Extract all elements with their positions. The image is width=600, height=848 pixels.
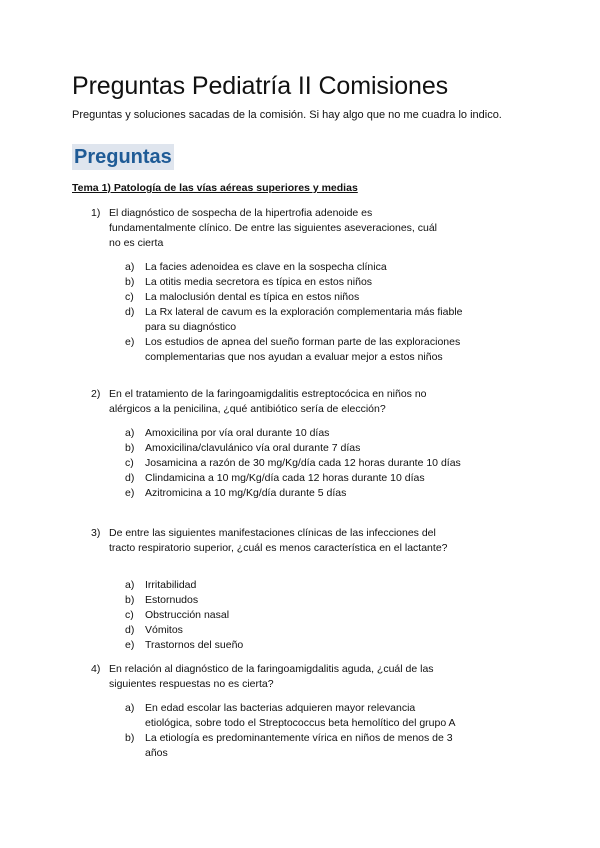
option-letter: b) (125, 442, 135, 454)
question-text: En relación al diagnóstico de la faringoamigdalitis aguda, ¿cuál de las siguientes respuestas no es cierta? (109, 663, 434, 690)
option-text: La facies adenoidea es clave en la sospecha clínica (145, 261, 387, 273)
option-text: Amoxicilina por vía oral durante 10 días (145, 427, 330, 439)
section-heading: Preguntas (74, 146, 172, 168)
option-letter: c) (125, 291, 134, 303)
question-4 (91, 662, 451, 692)
question-2 (91, 387, 451, 417)
option-letter: b) (125, 276, 135, 288)
option-letter: a) (125, 579, 135, 591)
question-4-options (125, 701, 465, 761)
option-item (125, 593, 465, 608)
question-number: 3) (91, 527, 101, 539)
document-title: Preguntas Pediatría II Comisiones (72, 72, 449, 100)
option-text: La etiología es predominantemente vírica en niños de menos de 3 años (145, 732, 453, 759)
question-1-options (125, 260, 465, 365)
option-letter: b) (125, 594, 135, 606)
option-item (125, 608, 465, 623)
option-letter: d) (125, 624, 135, 636)
option-text: Irritabilidad (145, 579, 197, 591)
option-text: La Rx lateral de cavum es la exploración complementaria más fiable para su diagnóstico (145, 306, 463, 333)
option-letter: d) (125, 472, 135, 484)
option-item (125, 731, 465, 761)
question-text: En el tratamiento de la faringoamigdalitis estreptocócica en niños no alérgicos a la penicilina, ¿qué antibiótico sería de elección? (109, 388, 427, 415)
option-letter: d) (125, 306, 135, 318)
option-text: Clindamicina a 10 mg/Kg/día cada 12 horas durante 10 días (145, 472, 425, 484)
option-letter: e) (125, 487, 135, 499)
option-item (125, 578, 465, 593)
option-text: Josamicina a razón de 30 mg/Kg/día cada 12 horas durante 10 días (145, 457, 461, 469)
option-item (125, 260, 465, 275)
option-letter: a) (125, 427, 135, 439)
question-1 (91, 206, 451, 251)
topic-heading: Tema 1) Patología de las vías aéreas superiores y medias (72, 182, 358, 194)
question-number: 1) (91, 207, 101, 219)
option-letter: a) (125, 261, 135, 273)
option-letter: a) (125, 702, 135, 714)
option-text: Azitromicina a 10 mg/Kg/día durante 5 días (145, 487, 347, 499)
option-text: Obstrucción nasal (145, 609, 230, 621)
option-letter: c) (125, 457, 134, 469)
question-number: 4) (91, 663, 101, 675)
option-letter: e) (125, 336, 135, 348)
option-text: Vómitos (145, 624, 183, 636)
question-3-options (125, 578, 465, 653)
option-letter: b) (125, 732, 135, 744)
option-item (125, 638, 465, 653)
option-item (125, 290, 465, 305)
question-3 (91, 526, 451, 556)
question-number: 2) (91, 388, 101, 400)
option-text: Trastornos del sueño (145, 639, 244, 651)
option-letter: e) (125, 639, 135, 651)
option-item (125, 426, 465, 441)
option-item (125, 275, 465, 290)
option-text: Estornudos (145, 594, 199, 606)
question-text: De entre las siguientes manifestaciones clínicas de las infecciones del tracto respiratorio superior, ¿cuál es menos característica en el lactante? (109, 527, 448, 554)
option-item (125, 701, 465, 731)
question-2-options (125, 426, 465, 501)
option-text: La maloclusión dental es típica en estos niños (145, 291, 360, 303)
option-item (125, 471, 465, 486)
option-item (125, 305, 465, 335)
option-item (125, 441, 465, 456)
document-subtitle: Preguntas y soluciones sacadas de la comisión. Si hay algo que no me cuadra lo indico. (72, 109, 502, 121)
option-text: Amoxicilina/clavulánico vía oral durante 7 días (145, 442, 361, 454)
option-letter: c) (125, 609, 134, 621)
option-item (125, 623, 465, 638)
option-item (125, 335, 465, 365)
question-text: El diagnóstico de sospecha de la hipertrofia adenoide es fundamentalmente clínico. De entre las siguientes aseveraciones, cuál no es cierta (109, 207, 438, 249)
option-text: La otitis media secretora es típica en estos niños (145, 276, 373, 288)
option-item (125, 456, 465, 471)
option-text: En edad escolar las bacterias adquieren mayor relevancia etiológica, sobre todo el Streptococcus beta hemolítico del grupo A (145, 702, 456, 729)
option-item (125, 486, 465, 501)
option-text: Los estudios de apnea del sueño forman parte de las exploraciones complementarias que nos ayudan a evaluar mejor a estos niños (145, 336, 461, 363)
